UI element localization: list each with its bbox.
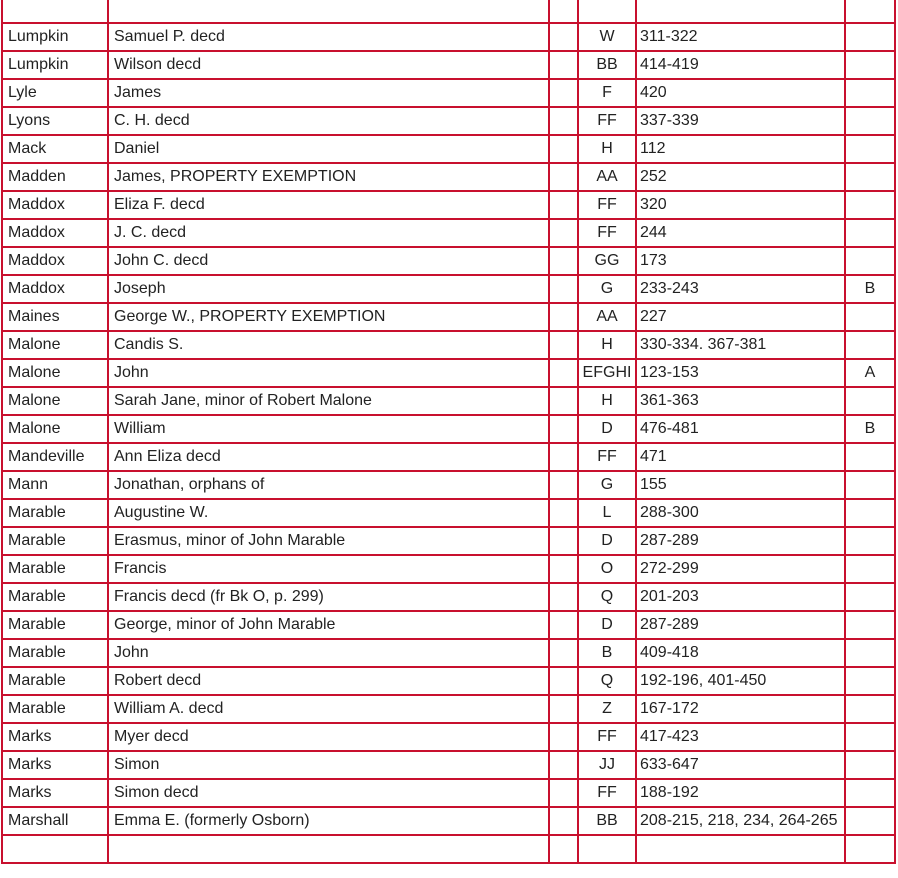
note-cell: A bbox=[845, 359, 895, 387]
table-row bbox=[2, 583, 895, 611]
book-cell: D bbox=[578, 611, 636, 639]
table-row bbox=[2, 247, 895, 275]
blank-cell bbox=[549, 751, 578, 779]
blank-cell bbox=[549, 79, 578, 107]
table-row bbox=[2, 23, 895, 51]
book-cell: O bbox=[578, 555, 636, 583]
table-row bbox=[2, 555, 895, 583]
blank-cell bbox=[549, 499, 578, 527]
surname-cell: Lyons bbox=[2, 107, 108, 135]
table-row bbox=[2, 415, 895, 443]
book-cell: AA bbox=[578, 303, 636, 331]
blank-cell bbox=[549, 443, 578, 471]
surname-cell bbox=[2, 835, 108, 863]
note-cell bbox=[845, 303, 895, 331]
book-cell: W bbox=[578, 23, 636, 51]
records-body bbox=[2, 0, 895, 863]
surname-cell: Marks bbox=[2, 779, 108, 807]
given-name-cell: William bbox=[108, 415, 549, 443]
note-cell bbox=[845, 51, 895, 79]
given-name-cell: John bbox=[108, 359, 549, 387]
note-cell bbox=[845, 527, 895, 555]
given-name-cell: C. H. decd bbox=[108, 107, 549, 135]
surname-cell: Mandeville bbox=[2, 443, 108, 471]
book-cell: FF bbox=[578, 443, 636, 471]
surname-cell: Marks bbox=[2, 751, 108, 779]
given-name-cell: Wilson decd bbox=[108, 51, 549, 79]
given-name-cell: Emma E. (formerly Osborn) bbox=[108, 807, 549, 835]
note-cell bbox=[845, 751, 895, 779]
pages-cell: 167-172 bbox=[636, 695, 845, 723]
pages-cell: 471 bbox=[636, 443, 845, 471]
pages-cell: 476-481 bbox=[636, 415, 845, 443]
note-cell bbox=[845, 331, 895, 359]
note-cell bbox=[845, 247, 895, 275]
given-name-cell: Ann Eliza decd bbox=[108, 443, 549, 471]
given-name-cell: Robert decd bbox=[108, 667, 549, 695]
surname-cell: Marks bbox=[2, 723, 108, 751]
pages-cell: 311-322 bbox=[636, 23, 845, 51]
note-cell bbox=[845, 499, 895, 527]
pages-cell: 320 bbox=[636, 191, 845, 219]
pages-cell: 420 bbox=[636, 79, 845, 107]
surname-cell: Malone bbox=[2, 359, 108, 387]
pages-cell: 155 bbox=[636, 471, 845, 499]
blank-cell bbox=[549, 51, 578, 79]
given-name-cell: Joseph bbox=[108, 275, 549, 303]
book-cell: FF bbox=[578, 723, 636, 751]
table-row bbox=[2, 667, 895, 695]
given-name-cell bbox=[108, 0, 549, 23]
given-name-cell: George, minor of John Marable bbox=[108, 611, 549, 639]
note-cell bbox=[845, 0, 895, 23]
given-name-cell: George W., PROPERTY EXEMPTION bbox=[108, 303, 549, 331]
book-cell: GG bbox=[578, 247, 636, 275]
blank-cell bbox=[549, 667, 578, 695]
book-cell: F bbox=[578, 79, 636, 107]
surname-cell: Mack bbox=[2, 135, 108, 163]
book-cell: EFGHI bbox=[578, 359, 636, 387]
pages-cell: 233-243 bbox=[636, 275, 845, 303]
table-row bbox=[2, 135, 895, 163]
surname-cell bbox=[2, 0, 108, 23]
pages-cell: 173 bbox=[636, 247, 845, 275]
book-cell: L bbox=[578, 499, 636, 527]
table-row bbox=[2, 723, 895, 751]
pages-cell: 112 bbox=[636, 135, 845, 163]
given-name-cell: James, PROPERTY EXEMPTION bbox=[108, 163, 549, 191]
surname-cell: Malone bbox=[2, 387, 108, 415]
blank-cell bbox=[549, 191, 578, 219]
given-name-cell: Simon decd bbox=[108, 779, 549, 807]
surname-cell: Maddox bbox=[2, 275, 108, 303]
table-row bbox=[2, 163, 895, 191]
table-row bbox=[2, 807, 895, 835]
given-name-cell: Simon bbox=[108, 751, 549, 779]
surname-cell: Marable bbox=[2, 527, 108, 555]
pages-cell: 201-203 bbox=[636, 583, 845, 611]
book-cell: FF bbox=[578, 107, 636, 135]
table-row bbox=[2, 751, 895, 779]
blank-cell bbox=[549, 387, 578, 415]
pages-cell: 123-153 bbox=[636, 359, 845, 387]
book-cell: Z bbox=[578, 695, 636, 723]
note-cell bbox=[845, 583, 895, 611]
surname-cell: Marshall bbox=[2, 807, 108, 835]
blank-cell bbox=[549, 0, 578, 23]
blank-cell bbox=[549, 415, 578, 443]
blank-cell bbox=[549, 107, 578, 135]
book-cell: Q bbox=[578, 583, 636, 611]
blank-cell bbox=[549, 723, 578, 751]
pages-cell: 244 bbox=[636, 219, 845, 247]
pages-cell: 287-289 bbox=[636, 527, 845, 555]
book-cell: B bbox=[578, 639, 636, 667]
surname-cell: Marable bbox=[2, 611, 108, 639]
table-row bbox=[2, 387, 895, 415]
surname-cell: Maddox bbox=[2, 219, 108, 247]
blank-cell bbox=[549, 471, 578, 499]
book-cell: FF bbox=[578, 779, 636, 807]
book-cell: G bbox=[578, 275, 636, 303]
surname-cell: Lumpkin bbox=[2, 51, 108, 79]
book-cell: FF bbox=[578, 219, 636, 247]
blank-cell bbox=[549, 331, 578, 359]
pages-cell: 188-192 bbox=[636, 779, 845, 807]
records-table bbox=[1, 0, 896, 864]
note-cell bbox=[845, 779, 895, 807]
note-cell bbox=[845, 555, 895, 583]
blank-cell bbox=[549, 695, 578, 723]
blank-cell bbox=[549, 135, 578, 163]
pages-cell: 633-647 bbox=[636, 751, 845, 779]
given-name-cell: Francis bbox=[108, 555, 549, 583]
pages-cell: 208-215, 218, 234, 264-265 bbox=[636, 807, 845, 835]
book-cell: FF bbox=[578, 191, 636, 219]
table-row bbox=[2, 0, 895, 23]
given-name-cell: John bbox=[108, 639, 549, 667]
blank-cell bbox=[549, 527, 578, 555]
given-name-cell: James bbox=[108, 79, 549, 107]
surname-cell: Madden bbox=[2, 163, 108, 191]
surname-cell: Maddox bbox=[2, 191, 108, 219]
pages-cell: 414-419 bbox=[636, 51, 845, 79]
table-row bbox=[2, 639, 895, 667]
table-row bbox=[2, 303, 895, 331]
blank-cell bbox=[549, 303, 578, 331]
pages-cell: 330-334. 367-381 bbox=[636, 331, 845, 359]
blank-cell bbox=[549, 583, 578, 611]
note-cell bbox=[845, 807, 895, 835]
surname-cell: Marable bbox=[2, 695, 108, 723]
surname-cell: Marable bbox=[2, 555, 108, 583]
pages-cell bbox=[636, 835, 845, 863]
table-row bbox=[2, 527, 895, 555]
table-row bbox=[2, 359, 895, 387]
pages-cell: 288-300 bbox=[636, 499, 845, 527]
note-cell: B bbox=[845, 415, 895, 443]
blank-cell bbox=[549, 639, 578, 667]
book-cell: H bbox=[578, 135, 636, 163]
pages-cell bbox=[636, 0, 845, 23]
blank-cell bbox=[549, 555, 578, 583]
given-name-cell: Jonathan, orphans of bbox=[108, 471, 549, 499]
book-cell: JJ bbox=[578, 751, 636, 779]
book-cell: H bbox=[578, 331, 636, 359]
table-row bbox=[2, 443, 895, 471]
surname-cell: Marable bbox=[2, 583, 108, 611]
blank-cell bbox=[549, 807, 578, 835]
note-cell bbox=[845, 163, 895, 191]
table-row bbox=[2, 499, 895, 527]
table-row bbox=[2, 835, 895, 863]
given-name-cell: Augustine W. bbox=[108, 499, 549, 527]
note-cell bbox=[845, 835, 895, 863]
note-cell bbox=[845, 387, 895, 415]
note-cell bbox=[845, 135, 895, 163]
table-row bbox=[2, 275, 895, 303]
note-cell bbox=[845, 695, 895, 723]
book-cell: AA bbox=[578, 163, 636, 191]
blank-cell bbox=[549, 359, 578, 387]
given-name-cell: Daniel bbox=[108, 135, 549, 163]
blank-cell bbox=[549, 23, 578, 51]
pages-cell: 227 bbox=[636, 303, 845, 331]
surname-cell: Malone bbox=[2, 415, 108, 443]
note-cell bbox=[845, 79, 895, 107]
surname-cell: Maines bbox=[2, 303, 108, 331]
pages-cell: 192-196, 401-450 bbox=[636, 667, 845, 695]
given-name-cell: Erasmus, minor of John Marable bbox=[108, 527, 549, 555]
given-name-cell: Samuel P. decd bbox=[108, 23, 549, 51]
pages-cell: 287-289 bbox=[636, 611, 845, 639]
book-cell: D bbox=[578, 527, 636, 555]
pages-cell: 272-299 bbox=[636, 555, 845, 583]
note-cell bbox=[845, 191, 895, 219]
pages-cell: 417-423 bbox=[636, 723, 845, 751]
pages-cell: 337-339 bbox=[636, 107, 845, 135]
surname-cell: Marable bbox=[2, 639, 108, 667]
book-cell: Q bbox=[578, 667, 636, 695]
pages-cell: 252 bbox=[636, 163, 845, 191]
surname-cell: Lumpkin bbox=[2, 23, 108, 51]
surname-cell: Malone bbox=[2, 331, 108, 359]
table-row bbox=[2, 79, 895, 107]
table-row bbox=[2, 695, 895, 723]
surname-cell: Mann bbox=[2, 471, 108, 499]
note-cell bbox=[845, 219, 895, 247]
note-cell bbox=[845, 639, 895, 667]
given-name-cell: Sarah Jane, minor of Robert Malone bbox=[108, 387, 549, 415]
table-row bbox=[2, 471, 895, 499]
book-cell: D bbox=[578, 415, 636, 443]
given-name-cell: J. C. decd bbox=[108, 219, 549, 247]
book-cell: G bbox=[578, 471, 636, 499]
surname-cell: Maddox bbox=[2, 247, 108, 275]
note-cell bbox=[845, 611, 895, 639]
table-row bbox=[2, 331, 895, 359]
surname-cell: Marable bbox=[2, 667, 108, 695]
book-cell: BB bbox=[578, 807, 636, 835]
note-cell bbox=[845, 723, 895, 751]
given-name-cell bbox=[108, 835, 549, 863]
table-row bbox=[2, 191, 895, 219]
note-cell bbox=[845, 443, 895, 471]
book-cell bbox=[578, 835, 636, 863]
table-row bbox=[2, 779, 895, 807]
surname-cell: Lyle bbox=[2, 79, 108, 107]
given-name-cell: Eliza F. decd bbox=[108, 191, 549, 219]
given-name-cell: Candis S. bbox=[108, 331, 549, 359]
table-row bbox=[2, 219, 895, 247]
given-name-cell: Myer decd bbox=[108, 723, 549, 751]
blank-cell bbox=[549, 163, 578, 191]
table-row bbox=[2, 611, 895, 639]
given-name-cell: Francis decd (fr Bk O, p. 299) bbox=[108, 583, 549, 611]
blank-cell bbox=[549, 779, 578, 807]
surname-cell: Marable bbox=[2, 499, 108, 527]
given-name-cell: John C. decd bbox=[108, 247, 549, 275]
blank-cell bbox=[549, 247, 578, 275]
note-cell bbox=[845, 471, 895, 499]
blank-cell bbox=[549, 611, 578, 639]
book-cell: BB bbox=[578, 51, 636, 79]
note-cell bbox=[845, 23, 895, 51]
note-cell bbox=[845, 107, 895, 135]
table-row bbox=[2, 107, 895, 135]
table-row bbox=[2, 51, 895, 79]
note-cell bbox=[845, 667, 895, 695]
given-name-cell: William A. decd bbox=[108, 695, 549, 723]
note-cell: B bbox=[845, 275, 895, 303]
pages-cell: 409-418 bbox=[636, 639, 845, 667]
pages-cell: 361-363 bbox=[636, 387, 845, 415]
book-cell: H bbox=[578, 387, 636, 415]
blank-cell bbox=[549, 835, 578, 863]
book-cell bbox=[578, 0, 636, 23]
blank-cell bbox=[549, 275, 578, 303]
blank-cell bbox=[549, 219, 578, 247]
